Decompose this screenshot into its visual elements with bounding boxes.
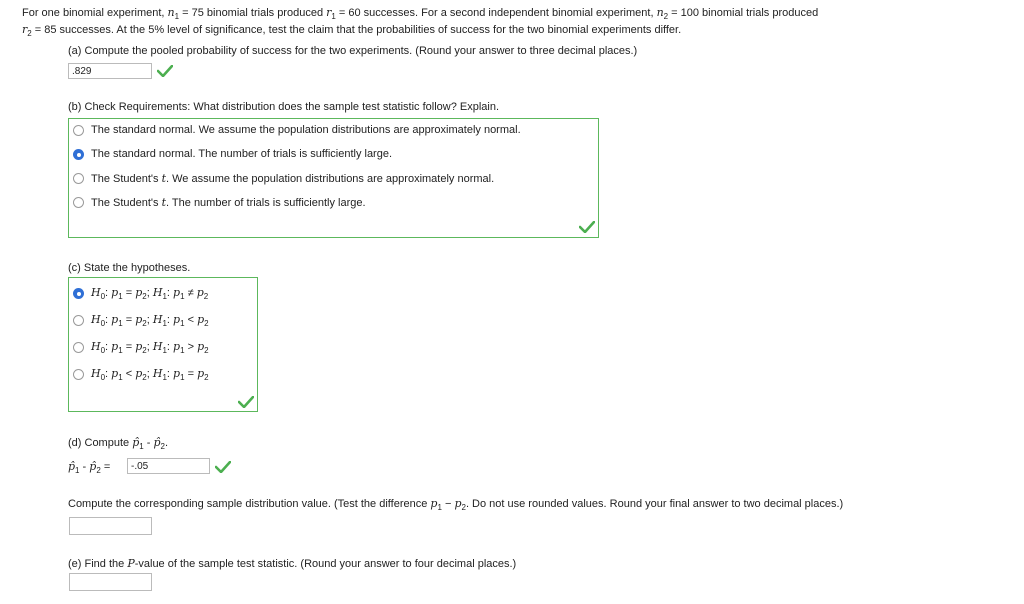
prompt-text: (e) Find the: [68, 558, 128, 570]
var-p: p: [135, 340, 143, 353]
colon: :: [166, 287, 174, 299]
semicolon: ;: [146, 287, 153, 299]
sub: 1: [139, 442, 144, 451]
var-p: p: [111, 286, 119, 299]
minus: -: [79, 461, 90, 473]
radio-c-option-4[interactable]: [73, 369, 84, 380]
prompt-text: Compute the corresponding sample distribution value. (Test the difference: [68, 498, 431, 510]
var-p: p: [196, 286, 204, 299]
period: .: [164, 437, 169, 449]
sub: 1: [162, 373, 167, 382]
relation: ≠: [187, 287, 194, 299]
var-n: n: [656, 6, 664, 19]
var-p: p: [197, 367, 205, 380]
var-t: t: [161, 196, 167, 209]
problem-text: = 75 binomial trials produced: [179, 7, 327, 19]
sub: 0: [100, 346, 106, 355]
sample-dist-prompt: [68, 497, 843, 510]
h0-relation: [123, 287, 136, 299]
radio-c-option-2[interactable]: [73, 315, 84, 326]
p-hat: p̂: [132, 436, 140, 449]
var-p: p: [430, 497, 438, 510]
var-r: r: [22, 23, 28, 36]
sub: 1: [162, 319, 167, 328]
sub: 2: [96, 466, 101, 475]
relation: <: [125, 368, 133, 380]
var-p: p: [197, 313, 205, 326]
difference-input[interactable]: -.05: [127, 458, 210, 474]
sub: 1: [162, 292, 167, 301]
var-H: H: [152, 340, 163, 353]
var-p: p: [173, 367, 181, 380]
b-option-4-label: [91, 196, 366, 209]
semicolon: ;: [146, 368, 153, 380]
c-option-2-label: [91, 313, 209, 326]
prompt-text: -value of the sample test statistic. (Round your answer to four decimal places.): [134, 558, 517, 570]
var-p: p: [111, 313, 119, 326]
sub: 1: [180, 373, 185, 382]
check-icon: [157, 65, 173, 77]
var-p: p: [454, 497, 462, 510]
var-r: r: [326, 6, 332, 19]
part-b-prompt: (b) Check Requirements: What distribution does the sample test statistic follow? Explain.: [68, 101, 500, 113]
p-value-input[interactable]: [69, 573, 152, 591]
var-n: n: [167, 6, 175, 19]
p-hat: p̂: [89, 460, 97, 473]
colon: :: [105, 341, 112, 353]
var-p: p: [173, 313, 181, 326]
prompt-text: . Do not use rounded values. Round your final answer to two decimal places.): [465, 498, 844, 510]
radio-c-option-1[interactable]: [73, 288, 84, 299]
relation: =: [187, 368, 195, 380]
minus: -: [143, 437, 154, 449]
check-icon: [215, 461, 231, 473]
sub: 1: [118, 346, 123, 355]
sub: 1: [331, 12, 336, 21]
var-H: H: [91, 367, 101, 380]
sub: 2: [663, 12, 669, 21]
pooled-probability-input[interactable]: .829: [68, 63, 152, 79]
sub: 2: [160, 442, 165, 451]
sub: 1: [437, 503, 442, 512]
problem-line-2: [22, 23, 681, 36]
sample-distribution-value-input[interactable]: [69, 517, 152, 535]
var-P: P: [127, 557, 135, 570]
sub: 1: [118, 319, 123, 328]
option-text: The standard normal. The number of trials is sufficiently large.: [91, 148, 393, 160]
sub: 2: [142, 346, 147, 355]
sub: 1: [174, 12, 180, 21]
option-text: . We assume the population distributions are approximately normal.: [166, 173, 495, 185]
h1-relation: [185, 368, 198, 380]
relation: =: [125, 314, 133, 326]
prompt-text: (d) Compute: [68, 437, 133, 449]
h1-relation: [185, 314, 198, 326]
option-text: The Student's: [91, 197, 162, 209]
relation: =: [125, 341, 133, 353]
problem-text: = 60 successes. For a second independent binomial experiment,: [335, 7, 657, 19]
radio-b-option-1[interactable]: [73, 125, 84, 136]
b-option-3-label: [91, 172, 494, 185]
check-icon: [579, 221, 595, 233]
var-p: p: [197, 340, 205, 353]
p-hat: p̂: [68, 460, 76, 473]
sub: 2: [461, 503, 466, 512]
b-option-2-label: [91, 148, 392, 160]
var-H: H: [91, 286, 101, 299]
var-p: p: [135, 286, 143, 299]
colon: :: [166, 341, 174, 353]
colon: :: [105, 314, 112, 326]
h0-relation: [123, 341, 136, 353]
problem-text: = 85 successes. At the 5% level of significance, test the claim that the probabilities of success for the two binomial experiments differ.: [31, 24, 682, 36]
problem-line-1: [22, 6, 818, 19]
part-c-prompt: (c) State the hypotheses.: [68, 262, 191, 274]
radio-b-option-2[interactable]: [73, 149, 84, 160]
check-icon: [238, 396, 254, 408]
h0-relation: [123, 368, 136, 380]
colon: :: [166, 314, 174, 326]
semicolon: ;: [146, 341, 153, 353]
var-H: H: [91, 340, 101, 353]
part-d-expression: [68, 460, 110, 473]
equals: =: [100, 461, 111, 473]
sub: 2: [142, 373, 147, 382]
sub: 2: [204, 373, 209, 382]
c-option-1-label: [91, 286, 208, 299]
part-e-prompt: [68, 557, 516, 570]
h1-relation: [185, 341, 198, 353]
var-t: t: [161, 172, 167, 185]
radio-b-option-3[interactable]: [73, 173, 84, 184]
var-p: p: [173, 340, 181, 353]
var-p: p: [173, 286, 181, 299]
option-text: . The number of trials is sufficiently large.: [166, 197, 366, 209]
problem-text: = 100 binomial trials produced: [668, 7, 819, 19]
sub: 2: [142, 319, 147, 328]
sub: 2: [204, 346, 209, 355]
b-option-1-label: [91, 124, 521, 136]
relation: =: [125, 287, 133, 299]
sub: 1: [118, 373, 123, 382]
sub: 2: [203, 292, 209, 301]
sub: 2: [204, 319, 209, 328]
option-text: The standard normal. We assume the population distributions are approximately normal.: [91, 124, 521, 136]
var-H: H: [152, 313, 163, 326]
var-p: p: [135, 367, 143, 380]
radio-b-option-4[interactable]: [73, 197, 84, 208]
sub: 0: [100, 319, 106, 328]
relation: <: [187, 314, 195, 326]
sub: 1: [162, 346, 167, 355]
c-option-4-label: [91, 367, 209, 380]
semicolon: ;: [146, 314, 153, 326]
part-a-prompt: (a) Compute the pooled probability of success for the two experiments. (Round your answer to three decimal places.): [68, 45, 638, 57]
sub: 1: [180, 292, 185, 301]
sub: 0: [100, 292, 106, 301]
var-p: p: [135, 313, 143, 326]
c-option-3-label: [91, 340, 209, 353]
relation: >: [187, 341, 195, 353]
h0-relation: [123, 314, 136, 326]
sub: 1: [118, 292, 123, 301]
var-H: H: [152, 367, 163, 380]
colon: :: [166, 368, 174, 380]
colon: :: [105, 368, 112, 380]
var-H: H: [152, 286, 163, 299]
sub: 1: [180, 319, 185, 328]
sub: 1: [180, 346, 185, 355]
radio-c-option-3[interactable]: [73, 342, 84, 353]
sub: 2: [27, 29, 32, 38]
p-hat: p̂: [153, 436, 161, 449]
var-p: p: [111, 340, 119, 353]
part-d-prompt: [68, 436, 168, 449]
colon: :: [105, 287, 112, 299]
sub: 2: [142, 292, 147, 301]
var-p: p: [111, 367, 119, 380]
minus: −: [441, 498, 455, 510]
sub: 1: [75, 466, 80, 475]
h1-relation: [185, 287, 197, 299]
option-text: The Student's: [91, 173, 162, 185]
var-H: H: [91, 313, 101, 326]
sub: 0: [100, 373, 106, 382]
problem-text: For one binomial experiment,: [22, 7, 168, 19]
